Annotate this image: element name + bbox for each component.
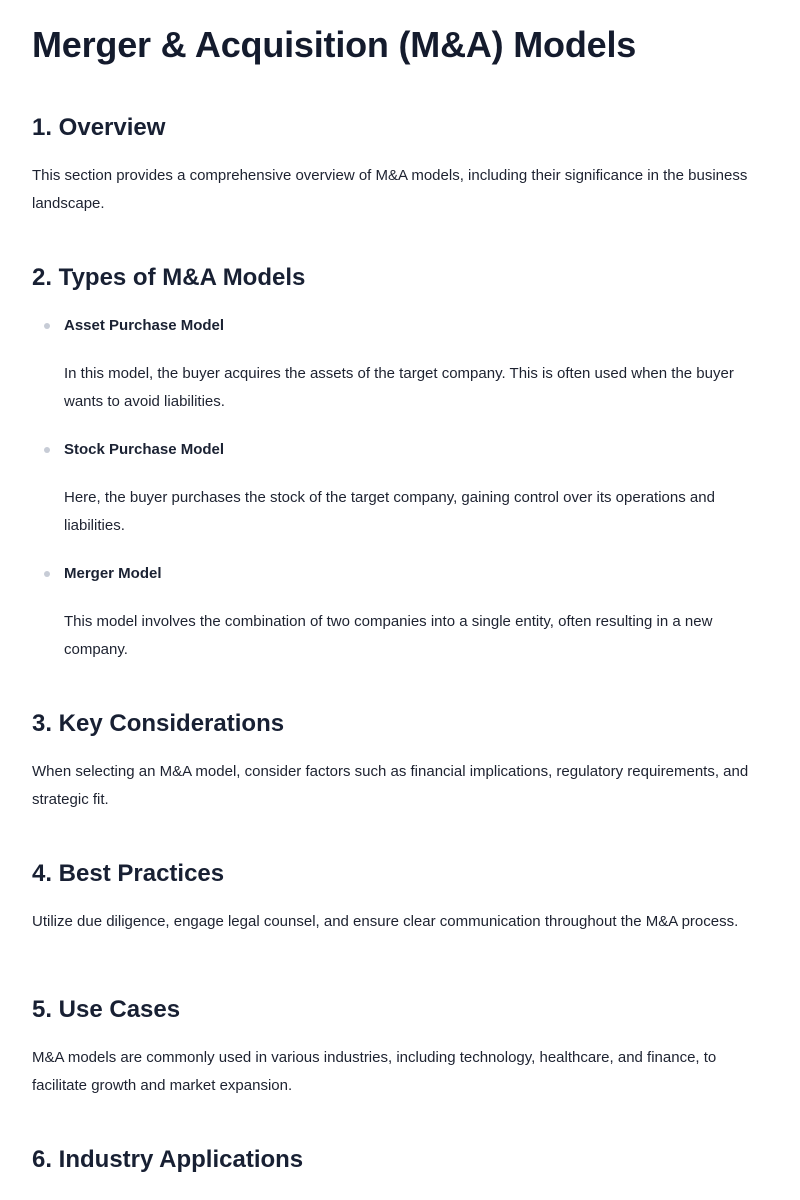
section-heading: 4. Best Practices bbox=[32, 860, 225, 887]
section-heading: 1. Overview bbox=[32, 114, 166, 141]
document-body bbox=[32, 110, 768, 1178]
list-item bbox=[32, 436, 768, 540]
page-title: Merger & Acquisition (M&A) Models bbox=[32, 24, 637, 65]
section-industry-applications bbox=[32, 1142, 768, 1178]
section-use-cases bbox=[32, 992, 768, 1100]
bullet-icon bbox=[44, 447, 50, 453]
bullet-icon bbox=[44, 323, 50, 329]
section-text: When selecting an M&A model, consider factors such as financial implications, regulatory requirements, and strategic fit. bbox=[32, 763, 749, 808]
section-heading: 3. Key Considerations bbox=[32, 710, 285, 737]
section-text: M&A models are commonly used in various industries, including technology, healthcare, and finance, to facilitate growth and market expansion. bbox=[32, 1049, 717, 1094]
section-overview bbox=[32, 110, 768, 218]
list-item bbox=[32, 560, 768, 664]
model-name: Stock Purchase Model bbox=[64, 441, 225, 458]
bullet-icon bbox=[44, 571, 50, 577]
section-heading: 5. Use Cases bbox=[32, 996, 181, 1023]
section-types bbox=[32, 260, 768, 664]
model-name: Asset Purchase Model bbox=[64, 317, 225, 334]
section-best-practices bbox=[32, 856, 768, 936]
section-heading: 6. Industry Applications bbox=[32, 1146, 304, 1173]
section-heading: 2. Types of M&A Models bbox=[32, 264, 306, 291]
list-item bbox=[32, 312, 768, 416]
model-list bbox=[32, 312, 768, 664]
section-text: This section provides a comprehensive overview of M&A models, including their significance in the business landscape. bbox=[32, 167, 748, 212]
model-description: Here, the buyer purchases the stock of the target company, gaining control over its operations and liabilities. bbox=[64, 489, 715, 534]
model-description: In this model, the buyer acquires the assets of the target company. This is often used when the buyer wants to avoid liabilities. bbox=[64, 365, 734, 410]
section-key-considerations bbox=[32, 706, 768, 814]
model-name: Merger Model bbox=[64, 565, 162, 582]
section-text: Utilize due diligence, engage legal counsel, and ensure clear communication throughout the M&A process. bbox=[32, 913, 739, 930]
model-description: This model involves the combination of two companies into a single entity, often resulting in a new company. bbox=[64, 613, 713, 658]
